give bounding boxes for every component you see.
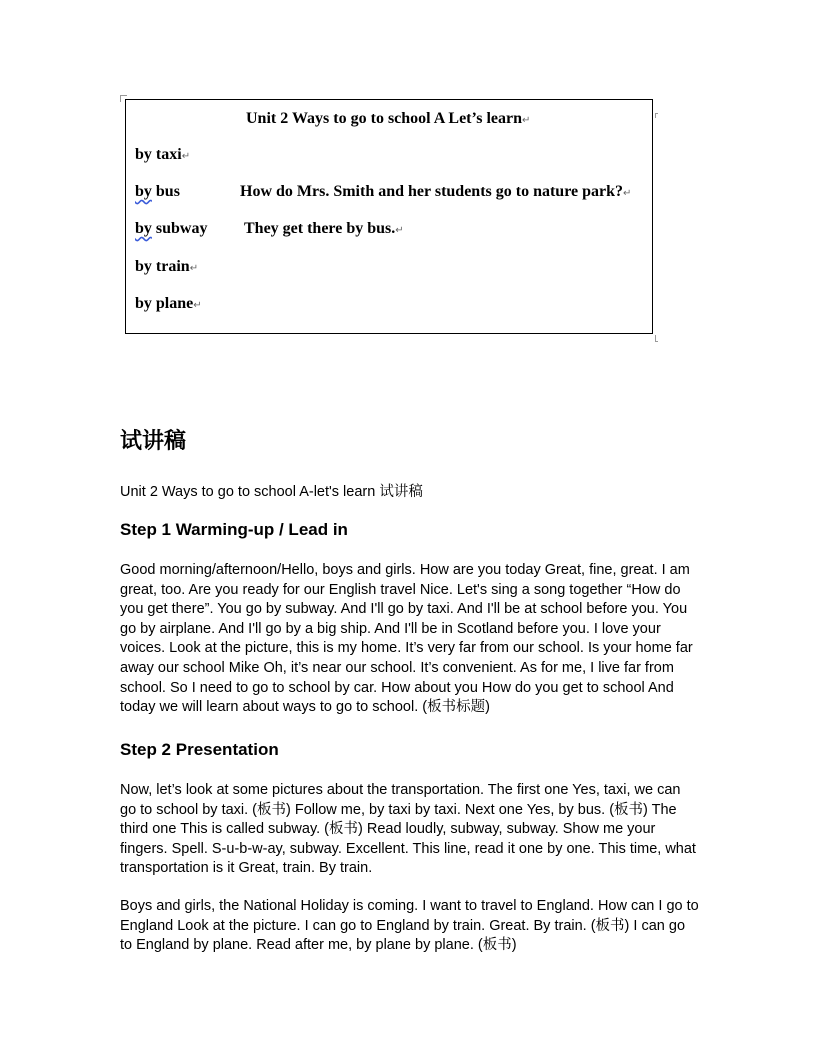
document-subtitle: Unit 2 Ways to go to school A-let's learn 试讲稿 [120, 484, 423, 500]
table-corner-mark [655, 335, 658, 342]
step2-paragraph-2: Boys and girls, the National Holiday is coming. I want to travel to England. How can I go to England Look at the picture. I can go to England by train. Great. By train. (板书) I can go to England by plane. Read after me, by plane by plane. (板书) [120, 898, 699, 954]
step1-heading: Step 1 Warming-up / Lead in [120, 520, 348, 539]
table-corner-mark [655, 113, 658, 118]
board-row-train: by train↵ [135, 258, 199, 275]
blackboard-design-box [125, 99, 653, 334]
board-question: How do Mrs. Smith and her students go to nature park?↵ [240, 183, 632, 200]
step1-paragraph: Good morning/afternoon/Hello, boys and girls. How are you today Great, fine, great. I am great, too. Are you ready for our English travel Nice. Let's sing a song together “How do you get there”. You go by subway. And I'll go by taxi. And I'll be at school before you. You go by airplane. And I'll go by a big ship. And I'll be in Scotland before you. I love your voices. Look at the picture, this is my home. It’s very far from our school. Is your home far away our school Mike Oh, it’s near our school. It’s convenient. As for me, I live far from school. So I need to go to school by car. How about you How do you get to school And today we will learn about ways to go to school. (板书标题) [120, 562, 693, 716]
step2-heading: Step 2 Presentation [120, 740, 279, 759]
board-answer: They get there by bus.↵ [244, 220, 404, 237]
page-title: 试讲稿 [120, 429, 187, 454]
board-row-plane: by plane↵ [135, 295, 202, 312]
board-title: Unit 2 Ways to go to school A Let’s learn↵ [246, 110, 531, 127]
step2-paragraph-1: Now, let’s look at some pictures about the transportation. The first one Yes, taxi, we can go to school by taxi. (板书) Follow me, by taxi by taxi. Next one Yes, by bus. (板书) The third one This is called subway. (板书) Read loudly, subway, subway. Show me your fingers. Spell. S-u-b-w-ay, subway. Excellent. This line, read it one by one. This time, what transportation is it Great, train. By train. [120, 782, 696, 877]
board-row-taxi: by taxi↵ [135, 146, 191, 163]
board-row-bus: by bus [135, 183, 180, 200]
board-row-subway: by subway [135, 220, 208, 237]
